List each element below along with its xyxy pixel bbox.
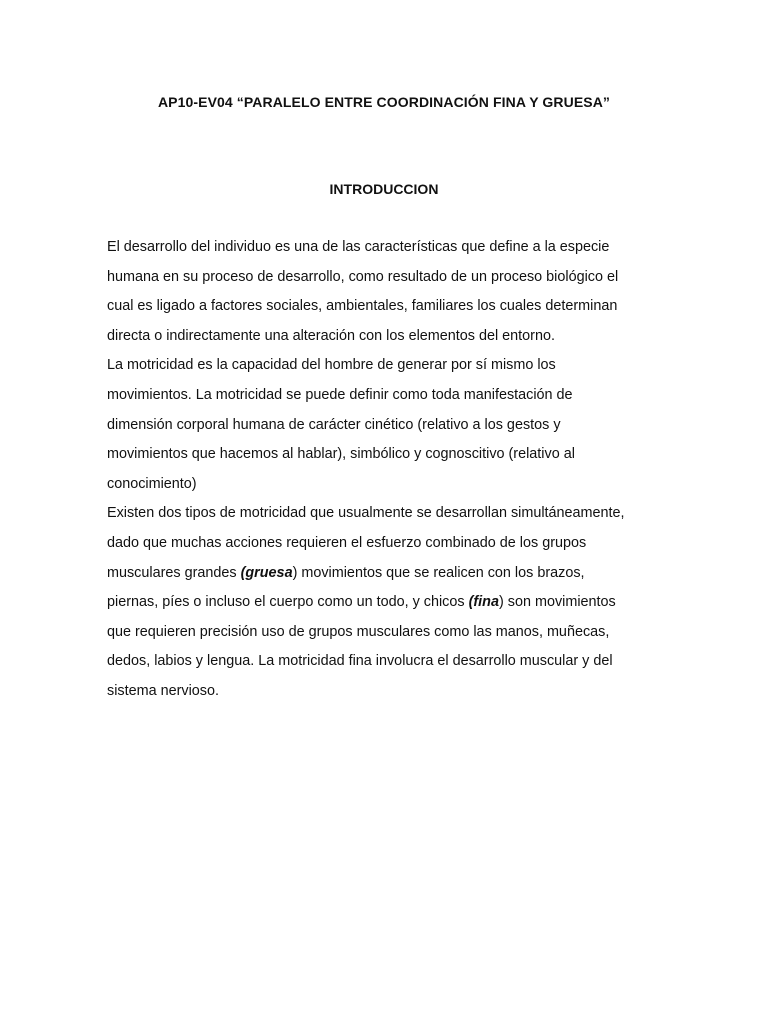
paragraph-1-line: cual es ligado a factores sociales, ambientales, familiares los cuales determinan [107,298,618,315]
document-body [107,233,667,707]
paragraph-2-line: dimensión corporal humana de carácter cinético (relativo a los gestos y [107,416,561,433]
document-title: AP10-EV04 “PARALELO ENTRE COORDINACIÓN FINA Y GRUESA” [157,94,611,110]
emphasis-paren: ( [468,594,474,611]
emphasis-paren: ( [240,564,246,581]
paragraph-3-line [107,588,667,618]
paragraph-2 [107,351,667,499]
paragraph-1-line: humana en su proceso de desarrollo, como resultado de un proceso biológico el [107,268,619,285]
section-heading-introduccion: INTRODUCCION [329,181,439,197]
paragraph-3-line: dedos, labios y lengua. La motricidad fina involucra el desarrollo muscular y del [107,653,613,670]
paragraph-2-line: movimientos que hacemos al hablar), simbólico y cognoscitivo (relativo al [107,446,575,463]
paragraph-3-line: sistema nervioso. [107,682,219,699]
paragraph-2-line: movimientos. La motricidad se puede definir como toda manifestación de [107,386,573,403]
paragraph-1 [107,233,667,351]
emphasis-gruesa: gruesa [245,564,293,581]
paragraph-3-line: dado que muchas acciones requieren el esfuerzo combinado de los grupos [107,534,587,551]
text-run: ) movimientos que se realicen con los brazos, [292,564,585,581]
paragraph-3-line: que requieren precisión uso de grupos musculares como las manos, muñecas, [107,623,610,640]
paragraph-3-line [107,559,667,589]
text-run: ) son movimientos [498,594,616,611]
paragraph-2-line: conocimiento) [107,475,197,492]
paragraph-3-line: Existen dos tipos de motricidad que usualmente se desarrollan simultáneamente, [107,505,625,522]
paragraph-1-line: El desarrollo del individuo es una de las características que define a la especie [107,239,610,255]
text-run: piernas, píes o incluso el cuerpo como un todo, y chicos [107,594,469,611]
emphasis-fina: fina [473,594,499,611]
paragraph-2-line: La motricidad es la capacidad del hombre de generar por sí mismo los [107,357,556,374]
paragraph-3 [107,499,667,706]
text-run: musculares grandes [107,564,241,581]
paragraph-1-line: directa o indirectamente una alteración con los elementos del entorno. [107,327,555,344]
